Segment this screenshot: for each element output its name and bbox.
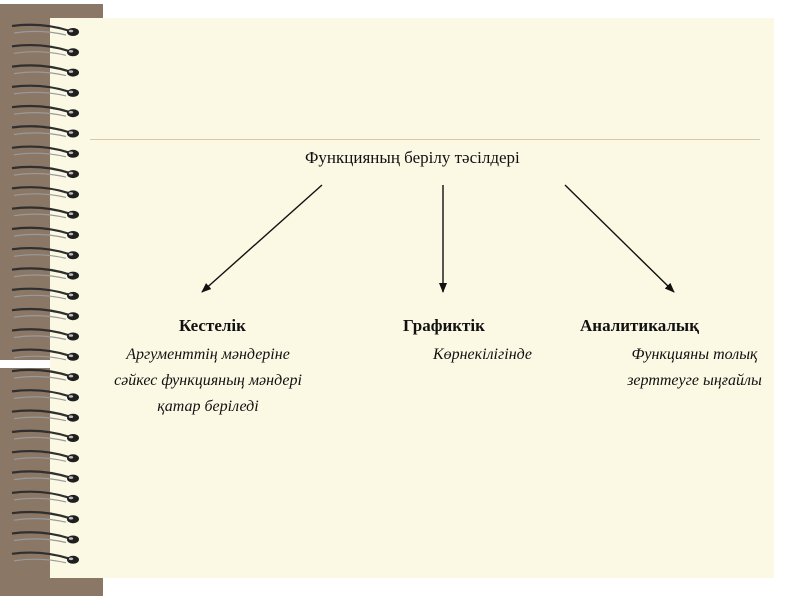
branch-description-analytic: [607, 342, 782, 394]
arrow-to-table: [202, 185, 322, 292]
description-line: Функцияны толық: [631, 346, 758, 363]
description-line: Көрнекілігінде: [432, 346, 533, 363]
branch-title-graph: Графиктік: [403, 316, 485, 335]
diagram-root-title: Функцияның берілу тәсілдері: [305, 148, 520, 167]
arrow-to-analytic: [565, 185, 674, 292]
description-line: қатар беріледі: [157, 398, 259, 415]
description-line: Аргументтің мәндеріне: [126, 346, 290, 363]
description-line: зерттеуге ыңғайлы: [627, 372, 762, 389]
branch-title-table: Кестелік: [179, 316, 246, 335]
branch-description-graph: [420, 342, 545, 368]
branch-title-analytic: Аналитикалық: [580, 316, 699, 335]
description-line: сәйкес функцияның мәндері: [114, 372, 302, 389]
branch-description-table: [93, 342, 323, 420]
